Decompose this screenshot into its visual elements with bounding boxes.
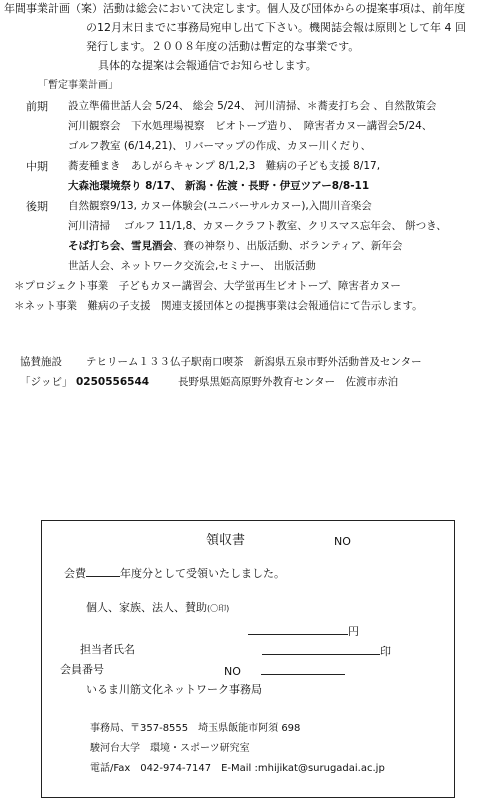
receipt-title: 領収書 <box>206 533 246 548</box>
sponsor-jibbi-name: 「ジッビ」 <box>20 376 73 388</box>
middle-label: 中期 <box>26 160 48 173</box>
second-half-line-1: 自然観察9/13, カヌー体験会(ユニバーサルカヌー),入間川音楽会 <box>68 200 372 212</box>
intro-line-3: 発行します。２００８年度の活動は暫定的な事業です。 <box>86 40 360 53</box>
second-half-line-2: 河川清掃 ゴルフ 11/1,8、カヌークラフト教室、クリスマス忘年会、 餅つき、 <box>68 220 447 232</box>
fee-year-blank <box>86 565 120 577</box>
staff-name-blank <box>262 643 380 655</box>
sponsor-line-2: 長野県黒姫高原野外教育センター 佐渡市赤泊 <box>178 376 399 388</box>
member-no-label: 会員番号 <box>60 663 104 676</box>
middle-line-2: 大森池環境祭り 8/17、 新潟・佐渡・長野・伊豆ツアー8/8-11 <box>68 180 370 192</box>
fee-suffix: 年度分として受領いたしました。 <box>120 567 285 580</box>
contact-info: 電話/Fax 042-974-7147 E-Mail :mhijikat@surugadai.ac.jp <box>90 763 385 774</box>
seal-mark: (〇印) <box>207 604 230 613</box>
office-address: 事務局、〒357-8555 埼玉県飯能市阿須 698 <box>90 723 301 734</box>
member-no-no: NO <box>224 665 241 678</box>
member-types-line <box>86 601 229 615</box>
university-lab: 駿河台大学 環境・スポーツ研究室 <box>90 743 250 754</box>
sponsor-line-1: テヒリーム１３３仏子駅南口喫茶 新潟県五泉市野外活動普及センター <box>86 356 422 368</box>
amount-line <box>248 623 359 639</box>
second-half-line-3 <box>68 240 402 253</box>
second-half-line-4: 世話人会、ネットワーク交流会,セミナー、 出版活動 <box>68 260 316 272</box>
sponsor-label: 協賛施設 <box>20 356 62 368</box>
first-half-label: 前期 <box>26 100 48 113</box>
second-half-line-3-rest: 、賽の神祭り、出版活動、ボランティア、新年会 <box>173 240 403 252</box>
second-half-line-3-bold: そば打ち会、雪見酒会 <box>68 240 173 252</box>
fee-line <box>64 565 285 581</box>
seal-label: 印 <box>380 645 391 658</box>
first-half-line-2: 河川観察会 下水処理場視察 ビオトープ造り、 障害者カヌー講習会5/24、 <box>68 120 433 132</box>
intro-line-2: の12月末日までに事務局宛申し出て下さい。機関誌会報は原則として年 4 回 <box>86 21 466 34</box>
first-half-line-1: 設立準備世話人会 5/24、 総会 5/24、 河川清掃、＊蕎麦打ち会 、自然散策会 <box>68 100 437 112</box>
receipt-box <box>41 520 455 798</box>
middle-line-1: 蕎麦種まき あしがらキャンプ 8/1,2,3 難病の子ども支援 8/17, <box>68 160 381 172</box>
receipt-no-label: NO <box>334 535 351 548</box>
org-name: いるま川筋文化ネットワーク事務局 <box>86 683 262 696</box>
member-types: 個人、家族、法人、賛助 <box>86 601 207 614</box>
yen-label: 円 <box>348 625 359 638</box>
second-half-label: 後期 <box>26 200 48 213</box>
amount-blank <box>248 623 348 635</box>
network-line: ＊ネット事業 難病の子支援 関連支援団体との提携事業は会報通信にて告示します。 <box>14 300 423 312</box>
first-half-line-3: ゴルフ教室 (6/14,21)、リバーマップの作成、カヌー川くだり、 <box>68 140 372 152</box>
sponsor-jibbi-phone: 0250556544 <box>76 376 150 388</box>
intro-line-1: 年間事業計画（案）活動は総会において決定します。個人及び団体からの提案事項は、前年度 <box>4 2 466 15</box>
staff-name-line <box>262 643 391 659</box>
project-line: ＊プロジェクト事業 子どもカヌー講習会、大学蛍再生ビオトープ、障害者カヌー <box>14 280 401 292</box>
intro-line-4: 具体的な提案は会報通信でお知らせします。 <box>98 59 317 72</box>
member-no-blank <box>261 663 345 675</box>
staff-name-label: 担当者氏名 <box>80 643 135 656</box>
member-no-line <box>224 663 345 679</box>
interim-plan-heading: 「暫定事業計画」 <box>38 80 118 91</box>
fee-prefix: 会費 <box>64 567 86 580</box>
